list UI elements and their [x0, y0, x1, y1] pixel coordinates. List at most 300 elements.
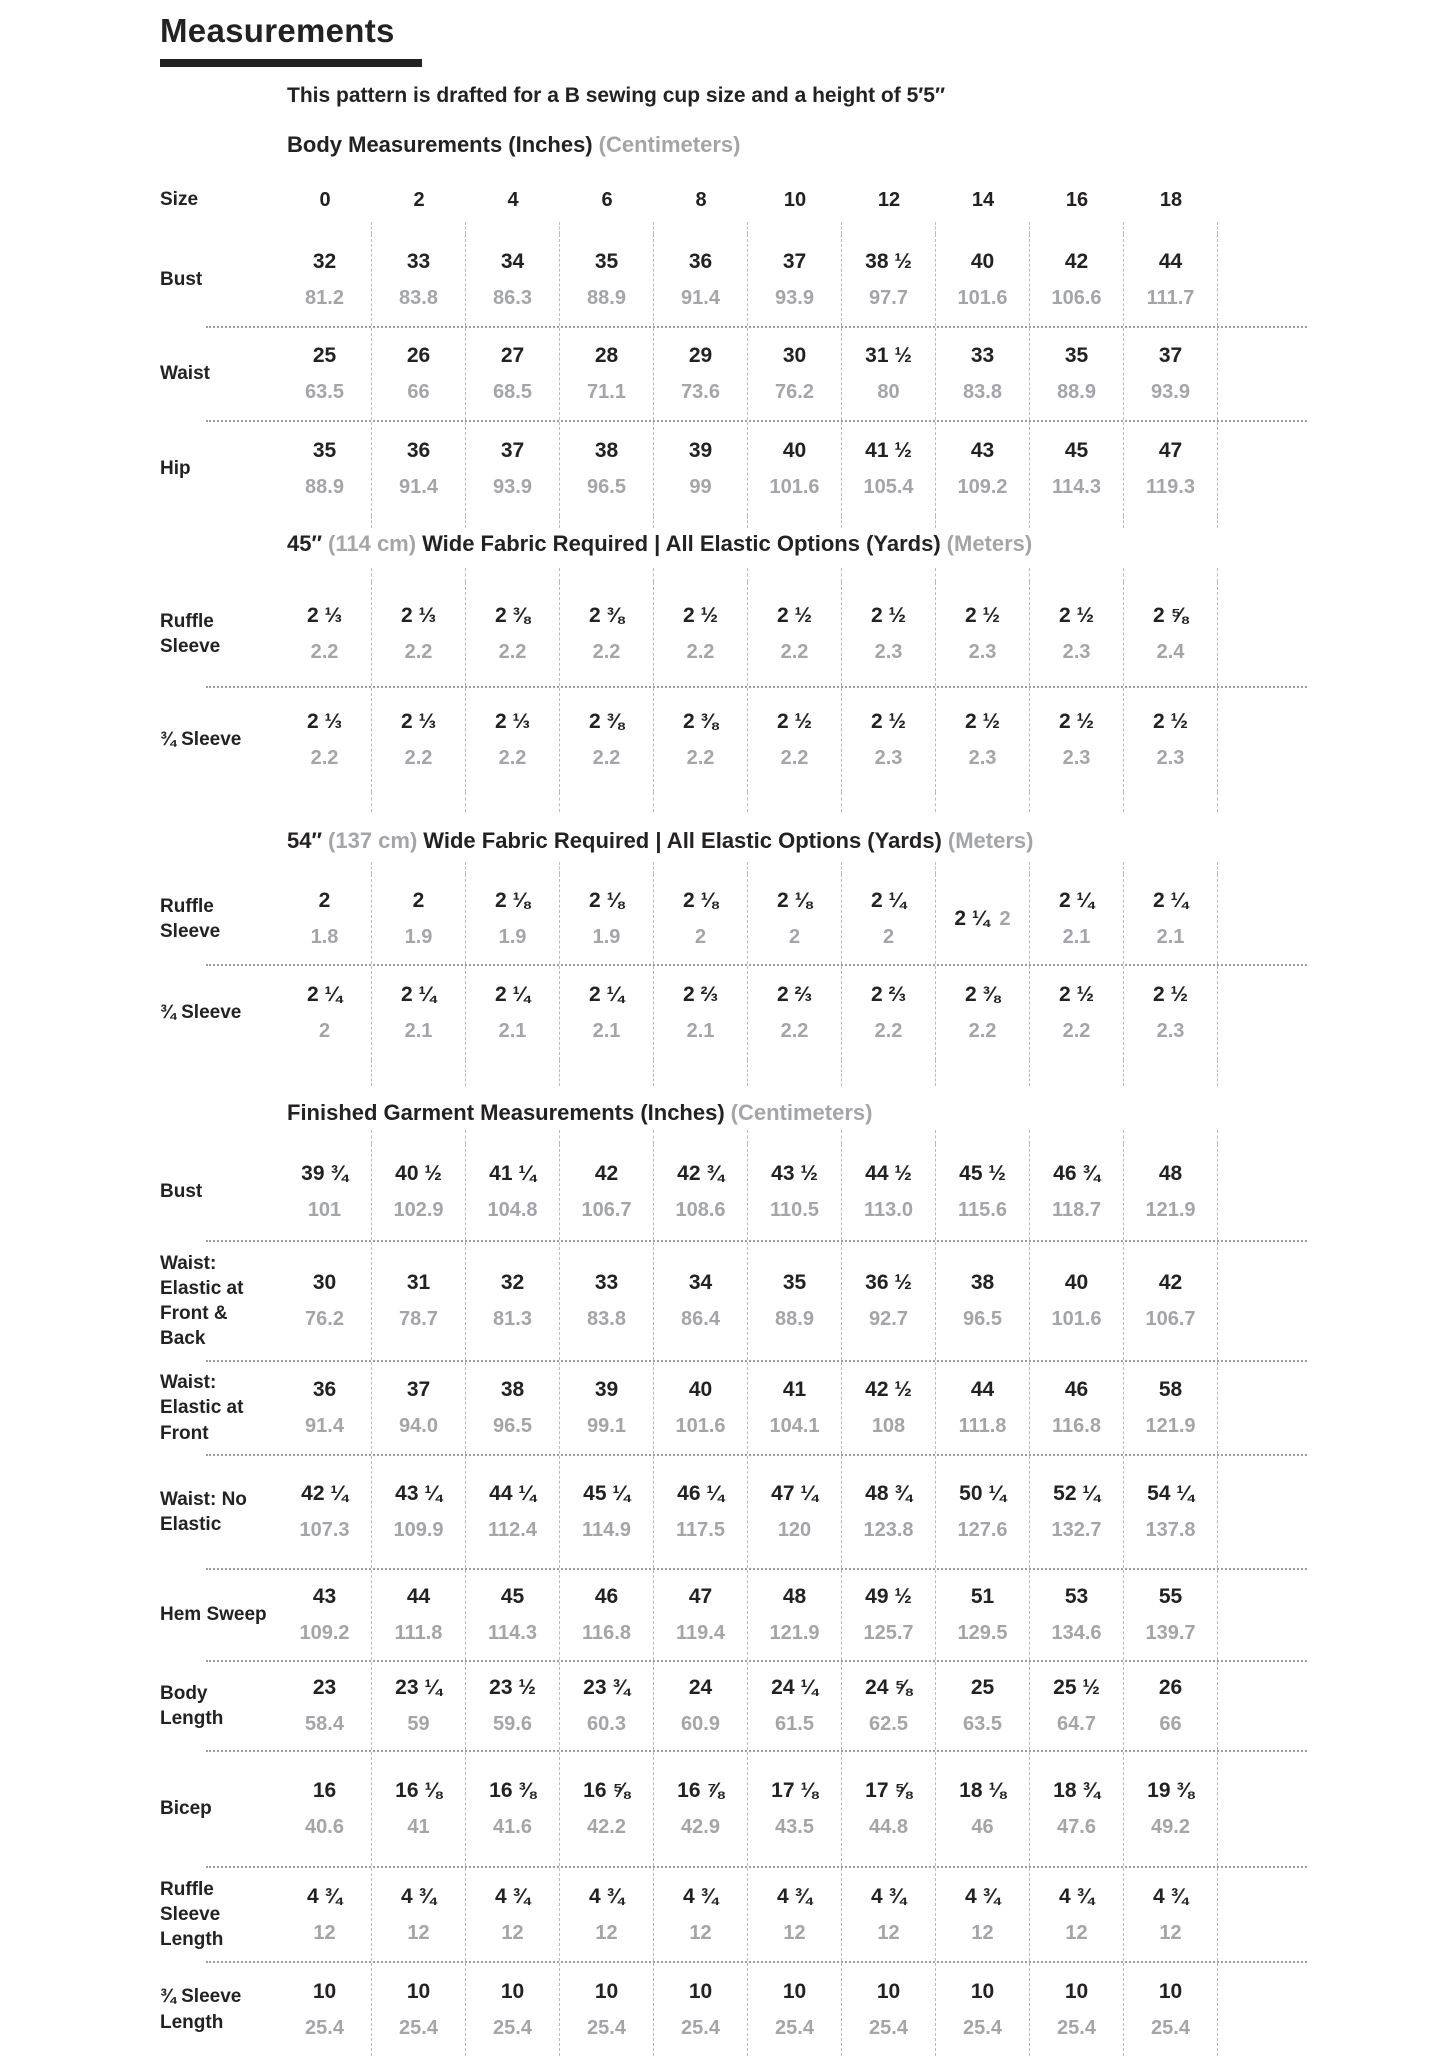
- cm-value: 91.4: [305, 1415, 344, 1437]
- measurement-cell: [278, 234, 372, 326]
- size-value: 14: [971, 188, 995, 211]
- empty-cell: [842, 862, 936, 874]
- measurement-cell: [278, 874, 372, 964]
- inches-value: 16 ⅞: [677, 1779, 724, 1802]
- measurement-cell: [748, 582, 842, 686]
- empty-cell: [372, 862, 466, 874]
- size-value: 10: [783, 188, 807, 211]
- empty-cell: [1030, 516, 1124, 528]
- cm-value: 59.6: [493, 1713, 532, 1735]
- inches-value: 2 ⅝: [1152, 604, 1189, 627]
- empty-cell: [1124, 792, 1218, 812]
- size-value: 12: [877, 188, 901, 211]
- cm-value: 76.2: [775, 381, 814, 403]
- measurement-cell: [654, 1963, 748, 2056]
- size-column-header: [278, 178, 372, 222]
- inches-value: 2 ½: [870, 710, 907, 733]
- cm-value: 116.8: [1052, 1415, 1101, 1437]
- measurement-cell: [1124, 1242, 1218, 1360]
- inches-value: 10: [500, 1979, 525, 2003]
- row-label-text: Waist: No Elastic: [160, 1488, 247, 1535]
- cm-value: 73.6: [681, 381, 720, 403]
- cm-value: 116.8: [582, 1622, 631, 1644]
- cm-value: 2: [882, 926, 895, 948]
- inches-value: 41: [782, 1378, 807, 1401]
- inches-value: 16 ⅜: [489, 1779, 536, 1802]
- empty-cell: [466, 222, 560, 234]
- cm-value: 12: [407, 1921, 430, 1944]
- section-header-finished-garment: [287, 1100, 878, 1126]
- cm-value: 42.2: [587, 1816, 626, 1838]
- pattern-note: This pattern is drafted for a B sewing cup size and a height of 5′5″: [287, 84, 946, 107]
- cm-value: 44.8: [869, 1816, 908, 1838]
- inches-value: 24: [688, 1676, 713, 1699]
- inches-value: 2 ¼: [306, 983, 343, 1006]
- measurement-cell: [748, 1362, 842, 1454]
- cm-value: 114.9: [582, 1519, 631, 1541]
- cm-value: 46: [971, 1816, 994, 1838]
- cm-value: 2.2: [404, 747, 433, 769]
- fabric-45-table: [160, 568, 1307, 812]
- inches-value: 52 ¼: [1053, 1482, 1100, 1505]
- table-row: [160, 1752, 1307, 1866]
- measurement-cell: [654, 328, 748, 420]
- inches-value: 37: [406, 1378, 431, 1401]
- inches-value: 2 ½: [776, 604, 813, 627]
- inches-value: 2 ⅜: [588, 710, 625, 733]
- empty-cell: [278, 1130, 372, 1144]
- cm-value: 117.5: [676, 1519, 725, 1541]
- inches-value: 35: [312, 439, 337, 462]
- measurement-cell: [842, 1570, 936, 1660]
- inches-value: 45: [1064, 439, 1089, 462]
- inches-value: 4 ¾: [306, 1884, 343, 1908]
- cm-value: 2.2: [404, 641, 433, 663]
- inches-value: 44: [1158, 250, 1183, 273]
- measurement-cell: [842, 422, 936, 516]
- inches-value: 38: [500, 1378, 525, 1401]
- measurement-cell: [748, 688, 842, 792]
- cm-value: 2.2: [780, 641, 809, 663]
- empty-cell: [748, 222, 842, 234]
- inches-value: 10: [1064, 1979, 1089, 2003]
- cm-value: 2.3: [874, 641, 903, 663]
- empty-cell: [466, 568, 560, 582]
- measurement-cell: [1030, 1456, 1124, 1568]
- inches-value: 2 ¼: [870, 889, 907, 912]
- measurement-cell: [936, 328, 1030, 420]
- measurement-cell: [466, 1242, 560, 1360]
- row-label-text: Ruffle Sleeve: [160, 895, 221, 942]
- cm-value: 2.1: [592, 1020, 621, 1042]
- cm-value: 66: [1159, 1713, 1182, 1735]
- cm-value: 104.8: [487, 1199, 538, 1221]
- table-row: [160, 966, 1307, 1060]
- inches-value: 40: [1064, 1271, 1089, 1294]
- empty-cell: [936, 1060, 1030, 1086]
- section-title-text: Finished Garment Measurements (Inches): [287, 1100, 725, 1125]
- measurement-cell: [278, 1242, 372, 1360]
- measurement-cell: [842, 1662, 936, 1750]
- measurement-cell: [1030, 1963, 1124, 2056]
- inches-value: 36 ½: [865, 1271, 912, 1294]
- cm-value: 92.7: [869, 1308, 908, 1330]
- size-value: 18: [1159, 188, 1183, 211]
- inches-value: 16: [312, 1779, 337, 1802]
- measurement-cell: [372, 1242, 466, 1360]
- inches-value: 4 ¾: [1058, 1884, 1095, 1908]
- inches-value: 2 ⅔: [682, 983, 719, 1006]
- cm-value: 2.3: [1156, 747, 1185, 769]
- measurement-cell: [278, 1963, 372, 2056]
- inches-value: 2 ⅓: [494, 710, 531, 733]
- measurement-cell: [936, 688, 1030, 792]
- measurement-cell: [560, 1963, 654, 2056]
- inches-value: 10: [1158, 1979, 1183, 2003]
- inches-value: 40: [688, 1378, 713, 1401]
- inches-value: 31: [406, 1271, 431, 1294]
- row-label: [160, 1570, 278, 1660]
- empty-cell: [560, 568, 654, 582]
- inches-value: 42: [1064, 250, 1089, 273]
- table-row: [160, 1362, 1307, 1454]
- cm-value: 12: [1065, 1921, 1088, 1944]
- empty-cell: [1030, 792, 1124, 812]
- size-value: 16: [1065, 188, 1089, 211]
- inches-value: 40: [970, 250, 995, 273]
- measurement-cell: [372, 1662, 466, 1750]
- section-title-text: Body Measurements (Inches): [287, 132, 593, 157]
- cm-value: 25.4: [1151, 2016, 1190, 2039]
- measurement-cell: [748, 1752, 842, 1866]
- inches-value: 42: [1158, 1271, 1183, 1294]
- cm-value: 101.6: [1051, 1308, 1102, 1330]
- empty-cell: [748, 792, 842, 812]
- measurement-cell: [466, 1570, 560, 1660]
- cm-value: 64.7: [1057, 1713, 1096, 1735]
- cm-value: 12: [971, 1921, 994, 1944]
- row-label: [160, 966, 278, 1060]
- measurement-cell: [842, 688, 936, 792]
- cm-value: 41: [407, 1816, 430, 1838]
- cm-value: 62.5: [869, 1713, 908, 1735]
- row-label: [160, 862, 278, 874]
- inches-value: 33: [406, 250, 431, 273]
- measurement-cell: [654, 1456, 748, 1568]
- inches-value: 40 ½: [395, 1162, 442, 1185]
- inches-value: 36: [406, 439, 431, 462]
- inches-value: 2 ½: [1058, 604, 1095, 627]
- row-label: [160, 1130, 278, 1144]
- measurement-cell: [1030, 328, 1124, 420]
- row-label: [160, 1456, 278, 1568]
- measurement-cell: [936, 1963, 1030, 2056]
- title-underline: [160, 59, 422, 67]
- cm-value: 101.6: [769, 476, 820, 498]
- inches-value: 4 ¾: [400, 1884, 437, 1908]
- section-title-unit: (Meters): [947, 828, 1034, 853]
- grid-bleed-row: [160, 516, 1307, 528]
- size-header-row: [160, 178, 1307, 222]
- measurement-cell: [278, 1456, 372, 1568]
- measurement-cell: [748, 966, 842, 1060]
- cm-value: 25.4: [775, 2016, 814, 2039]
- inches-value: 30: [782, 344, 807, 367]
- inches-value: 4 ¾: [776, 1884, 813, 1908]
- measurement-cell: [278, 966, 372, 1060]
- measurement-cell: [1030, 966, 1124, 1060]
- measurement-cell: [278, 1362, 372, 1454]
- measurement-cell: [842, 234, 936, 326]
- cm-value: 12: [877, 1921, 900, 1944]
- cm-value: 114.3: [488, 1622, 537, 1644]
- measurement-cell: [1124, 328, 1218, 420]
- section-title-unit: (Meters): [946, 531, 1033, 556]
- inches-value: 44 ¼: [489, 1482, 536, 1505]
- inches-value: 46: [594, 1585, 619, 1608]
- empty-cell: [748, 516, 842, 528]
- empty-cell: [748, 1060, 842, 1086]
- cm-value: 91.4: [399, 476, 438, 498]
- row-label: [160, 1144, 278, 1240]
- table-row: [160, 874, 1307, 964]
- inches-value: 17 ⅛: [771, 1779, 818, 1802]
- measurement-cell: [466, 1456, 560, 1568]
- empty-cell: [372, 792, 466, 812]
- empty-cell: [654, 1060, 748, 1086]
- cm-value: 2.4: [1156, 641, 1185, 663]
- cm-value: 2.2: [498, 747, 527, 769]
- empty-cell: [1124, 1130, 1218, 1144]
- cm-value: 96.5: [587, 476, 626, 498]
- inches-value: 4 ¾: [588, 1884, 625, 1908]
- cm-value: 108.6: [675, 1199, 726, 1221]
- cm-value: 2.3: [1156, 1020, 1185, 1042]
- measurement-cell: [1030, 1752, 1124, 1866]
- cm-value: 41.6: [493, 1816, 532, 1838]
- size-column-header: [466, 178, 560, 222]
- inches-value: 18 ⅛: [959, 1779, 1006, 1802]
- measurement-cell: [654, 1242, 748, 1360]
- cm-value: 101: [307, 1199, 342, 1221]
- empty-cell: [372, 1060, 466, 1086]
- size-column-header: [748, 178, 842, 222]
- finished-garment-table: [160, 1130, 1307, 2056]
- empty-cell: [748, 862, 842, 874]
- cm-value: 83.8: [587, 1308, 626, 1330]
- inches-value: 2 ⅓: [306, 604, 343, 627]
- size-label: [160, 178, 278, 222]
- empty-cell: [936, 792, 1030, 812]
- measurement-cell: [936, 1362, 1030, 1454]
- empty-cell: [936, 1130, 1030, 1144]
- table-row: [160, 1868, 1307, 1961]
- row-label-text: ¾ Sleeve Length: [160, 1986, 242, 2033]
- empty-cell: [936, 568, 1030, 582]
- measurement-cell: [372, 1144, 466, 1240]
- row-label-text: Ruffle Sleeve: [160, 610, 221, 657]
- inches-value: 48 ¾: [865, 1482, 912, 1505]
- measurement-cell: [278, 422, 372, 516]
- measurement-cell: [466, 1362, 560, 1454]
- inches-value: 39: [594, 1378, 619, 1401]
- cm-value: 60.3: [587, 1713, 626, 1735]
- title-block: [160, 12, 422, 67]
- inches-value: 23: [312, 1676, 337, 1699]
- section-title-text: Wide Fabric Required | All Elastic Options (Yards): [422, 531, 941, 556]
- empty-cell: [1030, 1130, 1124, 1144]
- inches-value: 43 ¼: [395, 1482, 442, 1505]
- cm-value: 2.2: [1062, 1020, 1091, 1042]
- measurement-cell: [654, 1662, 748, 1750]
- empty-cell: [278, 516, 372, 528]
- inches-value: 47: [688, 1585, 713, 1608]
- inches-value: 2 ½: [964, 710, 1001, 733]
- grid-bleed-row: [160, 862, 1307, 874]
- row-label-text: Hem Sweep: [160, 1604, 267, 1626]
- cm-value: 86.4: [681, 1308, 720, 1330]
- section-header-body-measurements: [287, 132, 746, 158]
- empty-cell: [654, 516, 748, 528]
- inches-value: 58: [1158, 1378, 1183, 1401]
- row-label-text: Bust: [160, 269, 203, 291]
- fabric-width-inches: 45″: [287, 531, 323, 556]
- cm-value: 2.2: [310, 747, 339, 769]
- size-value: 6: [601, 188, 613, 211]
- measurement-cell: [1030, 874, 1124, 964]
- cm-value: 83.8: [963, 381, 1002, 403]
- measurement-cell: [466, 966, 560, 1060]
- empty-cell: [1124, 1060, 1218, 1086]
- row-label: [160, 1662, 278, 1750]
- cm-value: 59: [407, 1713, 430, 1735]
- inches-value: 2 ⅓: [400, 710, 437, 733]
- row-label: [160, 582, 278, 686]
- empty-cell: [1030, 568, 1124, 582]
- empty-cell: [842, 1130, 936, 1144]
- measurement-cell: [560, 422, 654, 516]
- empty-cell: [560, 222, 654, 234]
- cm-value: 25.4: [1057, 2016, 1096, 2039]
- inches-value: 33: [970, 344, 995, 367]
- inches-value: 38: [970, 1271, 995, 1294]
- empty-cell: [560, 792, 654, 812]
- cm-value: 42.9: [681, 1816, 720, 1838]
- section-title-unit: (Centimeters): [598, 132, 741, 157]
- cm-value: 96.5: [493, 1415, 532, 1437]
- measurement-cell: [372, 328, 466, 420]
- empty-cell: [842, 568, 936, 582]
- cm-value: 2: [788, 926, 801, 948]
- table-row: [160, 422, 1307, 516]
- inches-value: 36: [312, 1378, 337, 1401]
- inches-value: 23 ¾: [583, 1676, 630, 1699]
- inches-value: 25 ½: [1053, 1676, 1100, 1699]
- empty-cell: [1124, 862, 1218, 874]
- empty-cell: [654, 1130, 748, 1144]
- cm-value: 43.5: [775, 1816, 814, 1838]
- inches-value: 2 ½: [1152, 710, 1189, 733]
- cm-value: 2.3: [874, 747, 903, 769]
- measurement-cell: [748, 1868, 842, 1961]
- size-column-header: [1030, 178, 1124, 222]
- empty-cell: [936, 222, 1030, 234]
- inches-value: 32: [500, 1271, 525, 1294]
- empty-cell: [560, 862, 654, 874]
- cm-value: 2: [318, 1020, 331, 1042]
- inches-value: 37: [782, 250, 807, 273]
- cm-value: 106.6: [1051, 287, 1102, 309]
- cm-value: 2.1: [1062, 926, 1091, 948]
- cm-value: 2.1: [686, 1020, 715, 1042]
- measurement-cell: [1124, 234, 1218, 326]
- cm-value: 76.2: [305, 1308, 344, 1330]
- cm-value: 25.4: [493, 2016, 532, 2039]
- inches-value: 16 ⅛: [395, 1779, 442, 1802]
- measurement-cell: [466, 688, 560, 792]
- row-label-text: Hip: [160, 458, 191, 480]
- inches-value: 36: [688, 250, 713, 273]
- empty-cell: [278, 862, 372, 874]
- empty-cell: [560, 1060, 654, 1086]
- inches-value: 27: [500, 344, 525, 367]
- measurement-cell: [936, 234, 1030, 326]
- empty-cell: [1030, 862, 1124, 874]
- measurement-cell: [1030, 1868, 1124, 1961]
- empty-cell: [1124, 568, 1218, 582]
- cm-value: 1.8: [310, 926, 339, 948]
- cm-value: 2.3: [968, 641, 997, 663]
- measurement-cell: [1030, 582, 1124, 686]
- inches-value: 2 ¼: [494, 983, 531, 1006]
- cm-value: 40.6: [305, 1816, 344, 1838]
- inches-value: 2 ⅔: [776, 983, 813, 1006]
- empty-cell: [372, 568, 466, 582]
- cm-value: 12: [501, 1921, 524, 1944]
- cm-value: 2: [999, 907, 1011, 930]
- measurement-cell: [936, 1570, 1030, 1660]
- measurement-cell: [748, 1963, 842, 2056]
- measurement-cell: [466, 874, 560, 964]
- measurement-cell: [654, 1144, 748, 1240]
- cm-value: 1.9: [498, 926, 527, 948]
- measurement-cell: [372, 1868, 466, 1961]
- measurement-cell: [1124, 582, 1218, 686]
- measurement-cell: [466, 582, 560, 686]
- measurement-cell: [466, 234, 560, 326]
- cm-value: 2.2: [310, 641, 339, 663]
- empty-cell: [936, 516, 1030, 528]
- row-label: [160, 516, 278, 528]
- inches-value: 2 ½: [1058, 983, 1095, 1006]
- empty-cell: [842, 516, 936, 528]
- measurement-cell: [372, 582, 466, 686]
- inches-value: 34: [500, 250, 525, 273]
- empty-cell: [1124, 516, 1218, 528]
- cm-value: 104.1: [769, 1415, 820, 1437]
- inches-value: 49 ½: [865, 1585, 912, 1608]
- inches-value: 31 ½: [865, 344, 912, 367]
- inches-value: 43: [970, 439, 995, 462]
- body-measurements-table: [160, 178, 1307, 528]
- row-label-text: Bust: [160, 1181, 203, 1203]
- measurement-cell: [372, 1362, 466, 1454]
- inches-value: 2 ¼: [954, 907, 990, 930]
- size-value: 8: [695, 188, 707, 211]
- cm-value: 25.4: [587, 2016, 626, 2039]
- inches-value: 55: [1158, 1585, 1183, 1608]
- empty-cell: [466, 1130, 560, 1144]
